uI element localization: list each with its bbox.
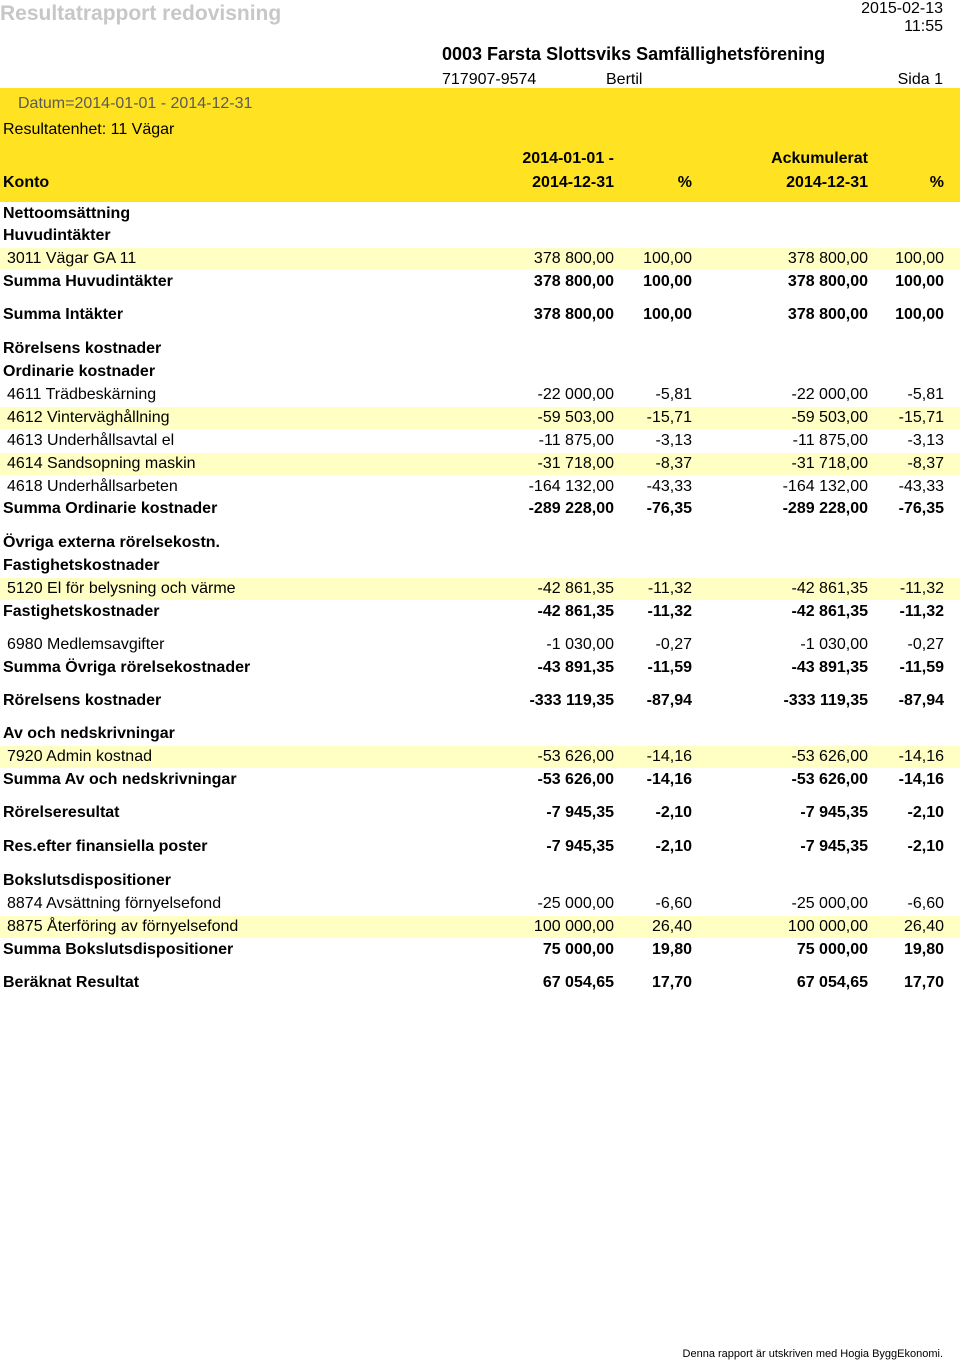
period-percent: 26,40 xyxy=(651,918,692,935)
accumulated-percent: 26,40 xyxy=(903,918,944,935)
period-amount: -53 626,00 xyxy=(537,748,614,765)
accumulated-percent: -11,59 xyxy=(899,659,944,676)
period-percent: -3,13 xyxy=(655,432,692,449)
accumulated-amount: -31 718,00 xyxy=(791,455,868,472)
period-percent: -43,33 xyxy=(646,478,692,495)
row-label: 5120 El för belysning och värme xyxy=(7,580,236,597)
accumulated-percent: -14,16 xyxy=(898,771,944,788)
row-label: Summa Intäkter xyxy=(3,306,124,323)
account-row xyxy=(0,384,960,406)
row-label: Fastighetskostnader xyxy=(3,557,160,574)
accumulated-percent: -0,27 xyxy=(907,636,944,653)
accumulated-percent: 19,80 xyxy=(903,941,944,958)
row-label: Huvudintäkter xyxy=(3,227,111,244)
accumulated-percent: 100,00 xyxy=(895,306,944,323)
summary-row xyxy=(0,690,960,712)
accumulated-amount: -22 000,00 xyxy=(791,386,868,403)
period-filter: Datum=2014-01-01 - 2014-12-31 xyxy=(18,95,253,112)
period-amount: -22 000,00 xyxy=(537,386,614,403)
accumulated-amount: 100 000,00 xyxy=(787,918,868,935)
accumulated-amount: -1 030,00 xyxy=(800,636,868,653)
print-time: 11:55 xyxy=(904,18,943,35)
period-amount: -31 718,00 xyxy=(537,455,614,472)
row-label: Nettoomsättning xyxy=(3,205,131,222)
period-amount: -1 030,00 xyxy=(546,636,614,653)
accumulated-percent: 100,00 xyxy=(895,273,944,290)
summary-row xyxy=(0,601,960,623)
row-label: Beräknat Resultat xyxy=(3,974,140,991)
period-amount: 378 800,00 xyxy=(533,273,614,290)
summary-row xyxy=(0,939,960,961)
period-amount: -7 945,35 xyxy=(546,804,614,821)
row-label: 7920 Admin kostnad xyxy=(7,748,152,765)
account-row xyxy=(0,248,960,270)
accumulated-percent: 100,00 xyxy=(895,250,944,267)
row-label: 3011 Vägar GA 11 xyxy=(7,250,137,267)
footer-note: Denna rapport är utskriven med Hogia ByggEkonomi. xyxy=(682,1348,943,1360)
accumulated-percent: -76,35 xyxy=(898,500,944,517)
section-heading xyxy=(0,870,960,892)
period-percent: -5,81 xyxy=(655,386,692,403)
period-percent: -11,32 xyxy=(647,580,692,597)
row-label: 4613 Underhållsavtal el xyxy=(7,432,175,449)
column-header-period-line2: 2014-12-31 xyxy=(532,174,614,191)
account-row xyxy=(0,916,960,938)
section-heading xyxy=(0,555,960,577)
period-percent: 100,00 xyxy=(643,273,692,290)
row-label: Rörelseresultat xyxy=(3,804,120,821)
summary-row xyxy=(0,802,960,824)
account-row xyxy=(0,746,960,768)
row-label: 4612 Vinterväghållning xyxy=(7,409,170,426)
period-amount: 75 000,00 xyxy=(542,941,614,958)
row-label: Res.efter finansiella poster xyxy=(3,838,208,855)
section-heading xyxy=(0,723,960,745)
accumulated-percent: -14,16 xyxy=(898,748,944,765)
accumulated-amount: -42 861,35 xyxy=(791,603,868,620)
accumulated-amount: -289 228,00 xyxy=(782,500,868,517)
period-amount: -59 503,00 xyxy=(537,409,614,426)
result-unit: Resultatenhet: 11 Vägar xyxy=(3,121,175,138)
row-label: Summa Av och nedskrivningar xyxy=(3,771,237,788)
period-percent: -6,60 xyxy=(655,895,692,912)
column-header-account: Konto xyxy=(3,174,50,191)
period-amount: -43 891,35 xyxy=(537,659,614,676)
section-heading xyxy=(0,338,960,360)
section-heading xyxy=(0,203,960,225)
row-label: Bokslutsdispositioner xyxy=(3,872,172,889)
accumulated-amount: -59 503,00 xyxy=(791,409,868,426)
period-percent: -2,10 xyxy=(655,838,692,855)
accumulated-percent: -15,71 xyxy=(898,409,944,426)
row-label: 8874 Avsättning förnyelsefond xyxy=(7,895,222,912)
row-label: Rörelsens kostnader xyxy=(3,692,162,709)
accumulated-amount: -7 945,35 xyxy=(800,804,868,821)
period-amount: -333 119,35 xyxy=(529,692,614,709)
accumulated-percent: -6,60 xyxy=(907,895,944,912)
accumulated-amount: -164 132,00 xyxy=(782,478,868,495)
account-row xyxy=(0,430,960,452)
period-amount: 378 800,00 xyxy=(533,250,614,267)
period-amount: -7 945,35 xyxy=(546,838,614,855)
accumulated-percent: -2,10 xyxy=(907,804,944,821)
column-header-band xyxy=(0,88,960,202)
period-percent: 19,80 xyxy=(651,941,692,958)
period-percent: -8,37 xyxy=(655,455,692,472)
row-label: Fastighetskostnader xyxy=(3,603,160,620)
user-name: Bertil xyxy=(606,71,643,88)
section-heading xyxy=(0,532,960,554)
period-percent: -15,71 xyxy=(646,409,692,426)
row-label: Summa Huvudintäkter xyxy=(3,273,173,290)
row-label: Av och nedskrivningar xyxy=(3,725,175,742)
accumulated-percent: -43,33 xyxy=(898,478,944,495)
period-percent: -11,32 xyxy=(647,603,692,620)
organization-name: 0003 Farsta Slottsviks Samfällighetsförening xyxy=(442,44,826,64)
period-percent: -11,59 xyxy=(647,659,692,676)
summary-row xyxy=(0,657,960,679)
row-label: Summa Bokslutsdispositioner xyxy=(3,941,234,958)
accumulated-amount: -25 000,00 xyxy=(791,895,868,912)
account-row xyxy=(0,407,960,429)
summary-row xyxy=(0,972,960,994)
account-row xyxy=(0,476,960,498)
account-row xyxy=(0,634,960,656)
section-heading xyxy=(0,225,960,247)
period-percent: 100,00 xyxy=(643,250,692,267)
row-label: 8875 Återföring av förnyelsefond xyxy=(7,918,239,935)
accumulated-amount: -53 626,00 xyxy=(791,748,868,765)
period-percent: 17,70 xyxy=(651,974,692,991)
accumulated-percent: -5,81 xyxy=(907,386,944,403)
row-label: 4614 Sandsopning maskin xyxy=(7,455,196,472)
column-header-percent-accumulated: % xyxy=(929,174,944,191)
accumulated-amount: -43 891,35 xyxy=(791,659,868,676)
accumulated-percent: -87,94 xyxy=(898,692,944,709)
accumulated-percent: -2,10 xyxy=(907,838,944,855)
accumulated-amount: -42 861,35 xyxy=(791,580,868,597)
period-amount: -11 875,00 xyxy=(538,432,614,449)
period-percent: -14,16 xyxy=(646,748,692,765)
period-amount: -289 228,00 xyxy=(528,500,614,517)
accumulated-amount: -333 119,35 xyxy=(783,692,868,709)
column-header-accumulated-line1: Ackumulerat xyxy=(771,150,868,167)
column-header-accumulated-line2: 2014-12-31 xyxy=(786,174,868,191)
summary-row xyxy=(0,304,960,326)
account-row xyxy=(0,578,960,600)
accumulated-amount: 378 800,00 xyxy=(787,273,868,290)
summary-row xyxy=(0,498,960,520)
period-percent: -14,16 xyxy=(646,771,692,788)
accumulated-amount: -53 626,00 xyxy=(791,771,868,788)
account-row xyxy=(0,893,960,915)
accumulated-percent: -11,32 xyxy=(899,603,944,620)
period-percent: -2,10 xyxy=(655,804,692,821)
summary-row xyxy=(0,271,960,293)
period-amount: 67 054,65 xyxy=(542,974,614,991)
accumulated-amount: 67 054,65 xyxy=(796,974,868,991)
period-percent: -76,35 xyxy=(646,500,692,517)
accumulated-percent: 17,70 xyxy=(903,974,944,991)
accumulated-amount: 378 800,00 xyxy=(787,306,868,323)
report-title: Resultatrapport redovisning xyxy=(0,2,282,25)
accumulated-percent: -11,32 xyxy=(899,580,944,597)
period-percent: -0,27 xyxy=(655,636,692,653)
summary-row xyxy=(0,769,960,791)
accumulated-percent: -3,13 xyxy=(907,432,944,449)
row-label: Summa Ordinarie kostnader xyxy=(3,500,218,517)
accumulated-percent: -8,37 xyxy=(907,455,944,472)
period-amount: -53 626,00 xyxy=(537,771,614,788)
row-label: 4618 Underhållsarbeten xyxy=(7,478,178,495)
section-heading xyxy=(0,361,960,383)
period-amount: -164 132,00 xyxy=(528,478,614,495)
page-number: Sida 1 xyxy=(897,71,943,88)
org-number: 717907-9574 xyxy=(442,71,537,88)
accumulated-amount: 75 000,00 xyxy=(796,941,868,958)
column-header-percent-period: % xyxy=(677,174,692,191)
row-label: 4611 Trädbeskärning xyxy=(7,386,157,403)
period-amount: 378 800,00 xyxy=(533,306,614,323)
accumulated-amount: -11 875,00 xyxy=(792,432,868,449)
row-label: Rörelsens kostnader xyxy=(3,340,162,357)
period-amount: -25 000,00 xyxy=(537,895,614,912)
period-amount: -42 861,35 xyxy=(537,580,614,597)
summary-row xyxy=(0,836,960,858)
print-date: 2015-02-13 xyxy=(861,0,943,17)
column-header-period-line1: 2014-01-01 - xyxy=(522,150,614,167)
period-amount: 100 000,00 xyxy=(533,918,614,935)
row-label: Summa Övriga rörelsekostnader xyxy=(3,659,251,676)
account-row xyxy=(0,453,960,475)
accumulated-amount: -7 945,35 xyxy=(800,838,868,855)
row-label: Ordinarie kostnader xyxy=(3,363,156,380)
row-label: Övriga externa rörelsekostn. xyxy=(3,534,220,551)
accumulated-amount: 378 800,00 xyxy=(787,250,868,267)
row-label: 6980 Medlemsavgifter xyxy=(7,636,165,653)
period-percent: -87,94 xyxy=(646,692,692,709)
period-percent: 100,00 xyxy=(643,306,692,323)
period-amount: -42 861,35 xyxy=(537,603,614,620)
